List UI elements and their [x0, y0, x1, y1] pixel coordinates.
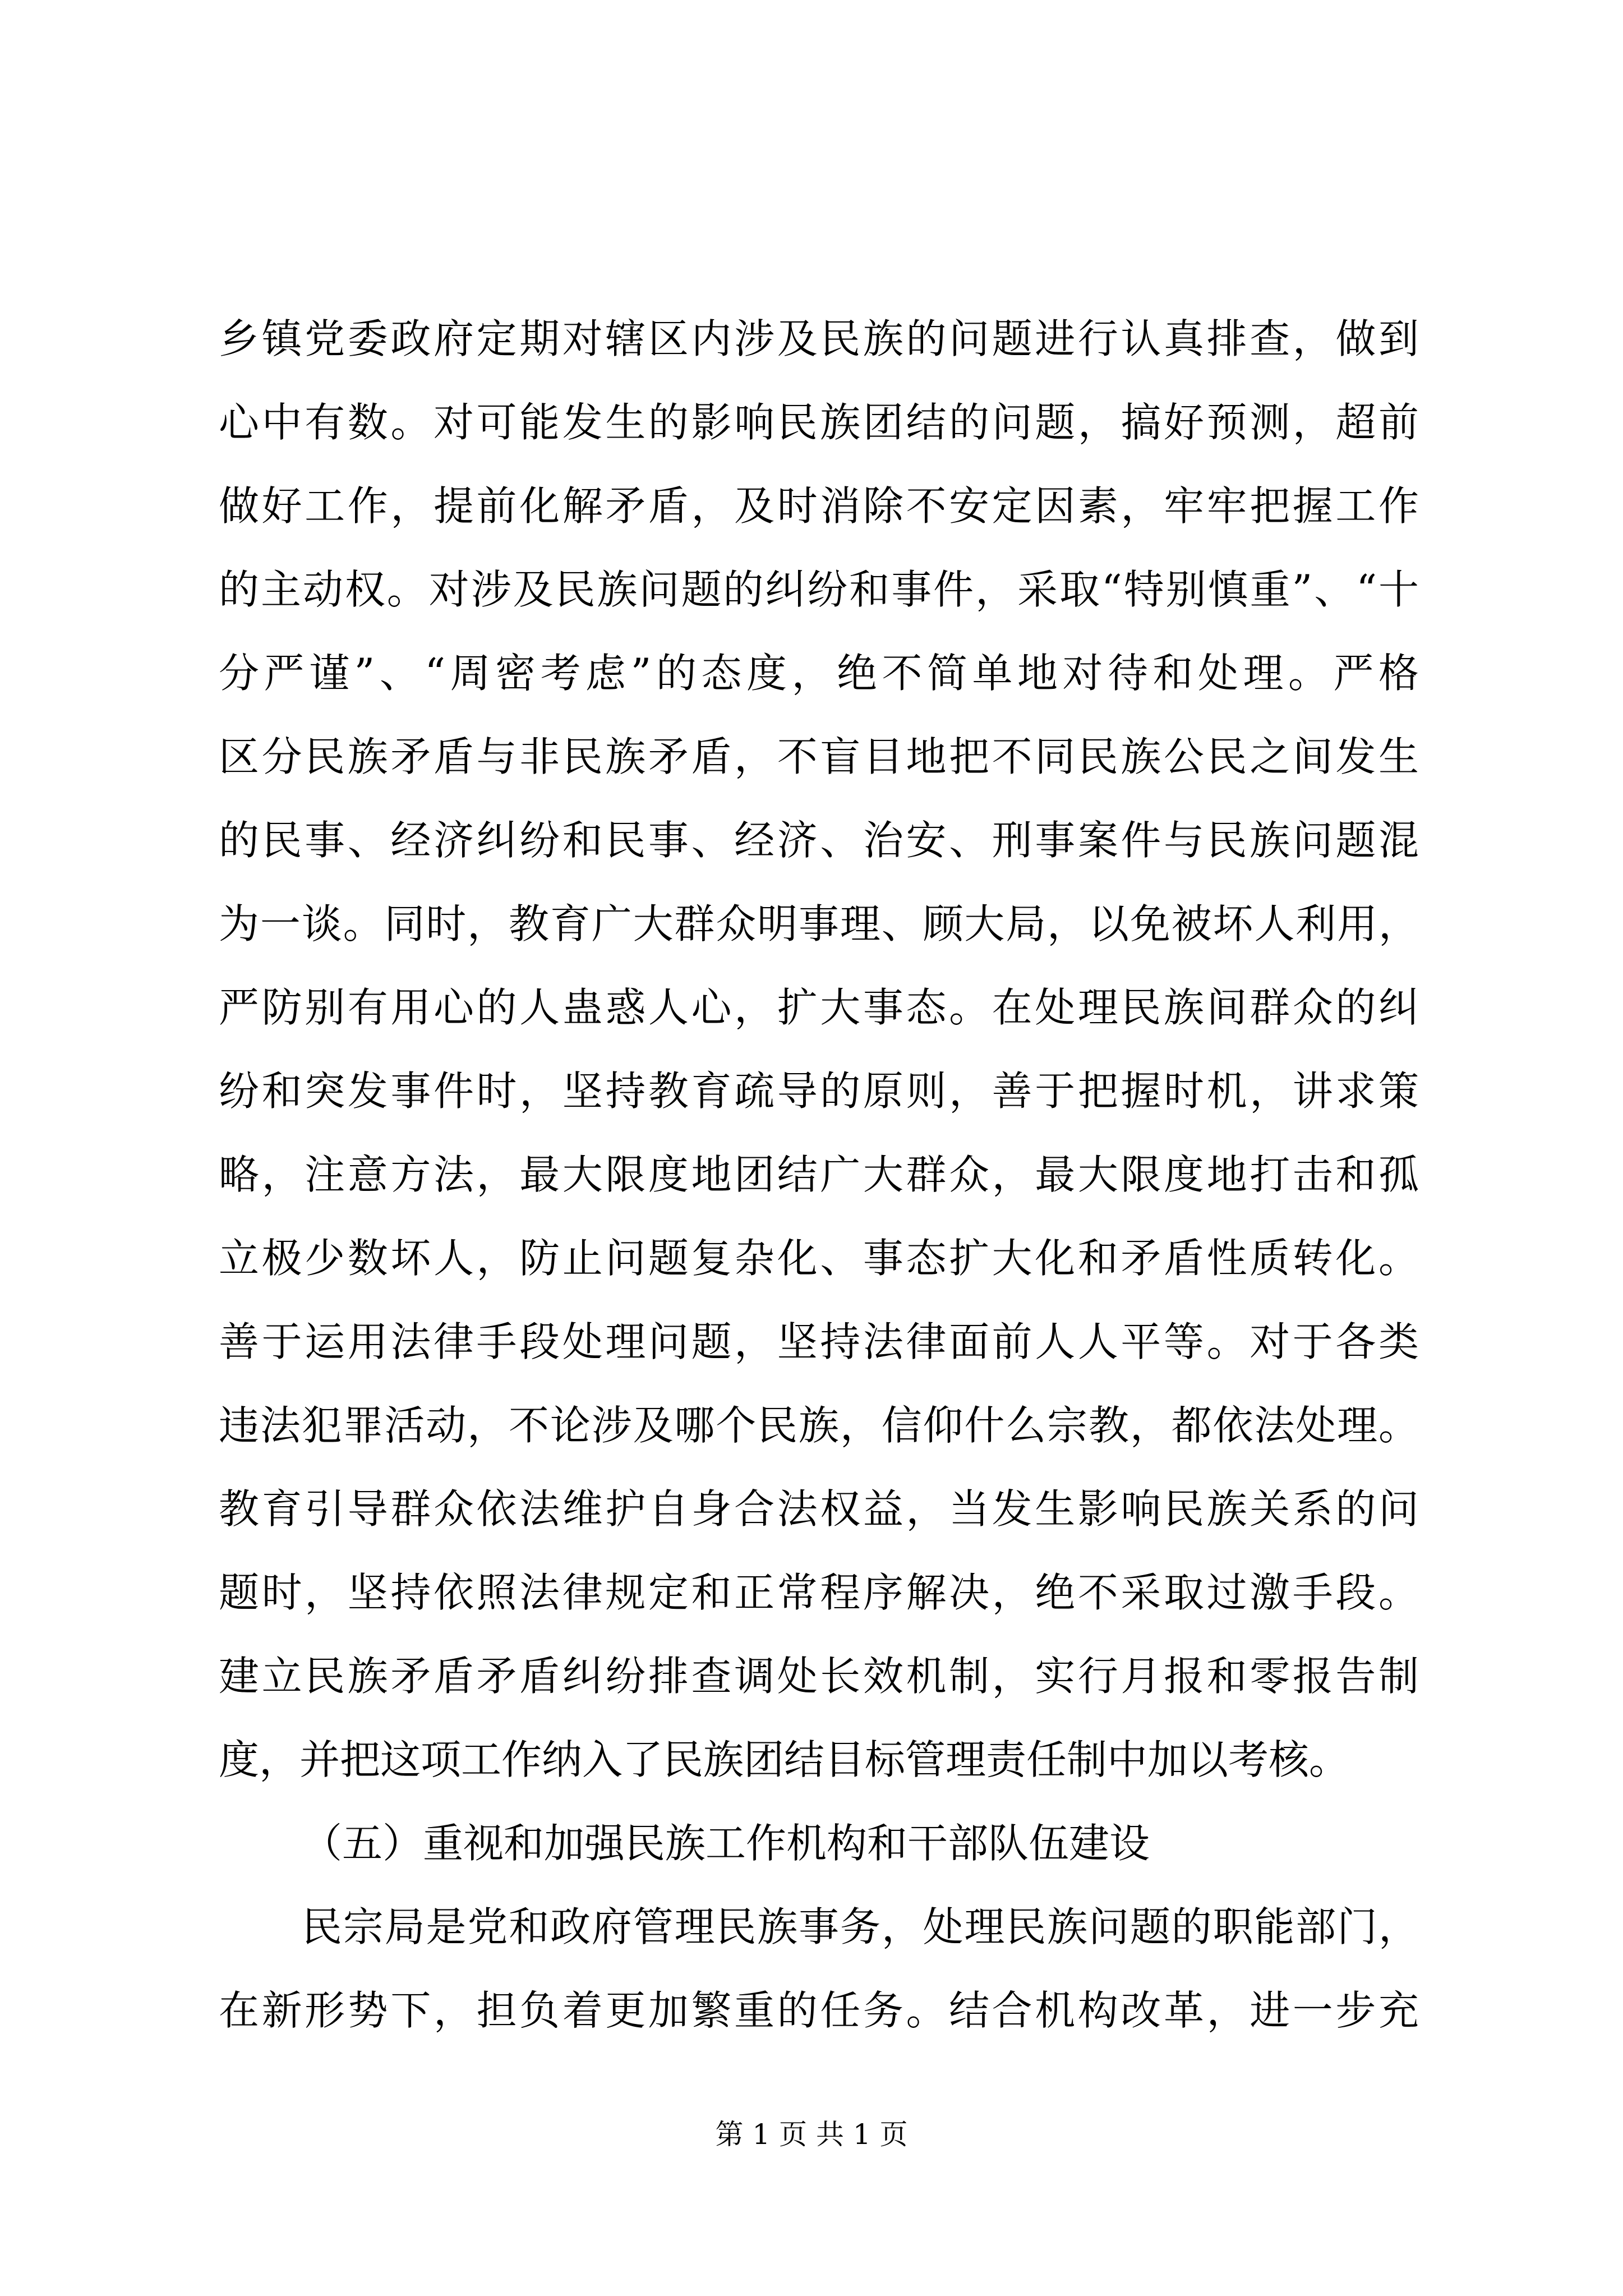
text-line: 教育引导群众依法维护自身合法权益，当发生影响民族关系的问: [219, 1485, 1419, 1533]
text-line: 民宗局是党和政府管理民族事务，处理民族问题的职能部门，: [302, 1903, 1419, 1950]
text-line: 建立民族矛盾矛盾纠纷排查调处长效机制，实行月报和零报告制: [219, 1653, 1419, 1700]
section-heading: （五）重视和加强民族工作机构和干部队伍建设: [302, 1820, 1150, 1867]
text-line: 纷和突发事件时，坚持教育疏导的原则，善于把握时机，讲求策: [219, 1068, 1419, 1115]
text-line: 的民事、经济纠纷和民事、经济、治安、刑事案件与民族问题混: [219, 817, 1419, 864]
text-line: 略，注意方法，最大限度地团结广大群众，最大限度地打击和孤: [219, 1151, 1419, 1198]
text-line: 分严谨”、“周密考虑”的态度，绝不简单地对待和处理。严格: [219, 650, 1419, 697]
text-line: 在新形势下，担负着更加繁重的任务。结合机构改革，进一步充: [219, 1987, 1419, 2034]
text-line: 的主动权。对涉及民族问题的纠纷和事件，采取“特别慎重”、“十: [219, 566, 1419, 613]
text-line: 做好工作，提前化解矛盾，及时消除不安定因素，牢牢把握工作: [219, 482, 1419, 530]
text-line: 善于运用法律手段处理问题，坚持法律面前人人平等。对于各类: [219, 1318, 1419, 1365]
text-line: 违法犯罪活动，不论涉及哪个民族，信仰什么宗教，都依法处理。: [219, 1402, 1419, 1449]
text-line: 立极少数坏人，防止问题复杂化、事态扩大化和矛盾性质转化。: [219, 1235, 1419, 1282]
text-line: 乡镇党委政府定期对辖区内涉及民族的问题进行认真排查，做到: [219, 315, 1419, 362]
text-line: 题时，坚持依照法律规定和正常程序解决，绝不采取过激手段。: [219, 1569, 1419, 1616]
text-line: 区分民族矛盾与非民族矛盾，不盲目地把不同民族公民之间发生: [219, 733, 1419, 780]
text-line: 严防别有用心的人蛊惑人心，扩大事态。在处理民族间群众的纠: [219, 984, 1419, 1031]
text-line: 心中有数。对可能发生的影响民族团结的问题，搞好预测，超前: [219, 399, 1419, 446]
text-line: 度，并把这项工作纳入了民族团结目标管理责任制中加以考核。: [219, 1736, 1350, 1783]
page-footer: 第 1 页 共 1 页: [715, 2118, 908, 2151]
text-line: 为一谈。同时，教育广大群众明事理、顾大局，以免被坏人利用，: [219, 900, 1419, 947]
document-body: [219, 297, 1419, 2053]
